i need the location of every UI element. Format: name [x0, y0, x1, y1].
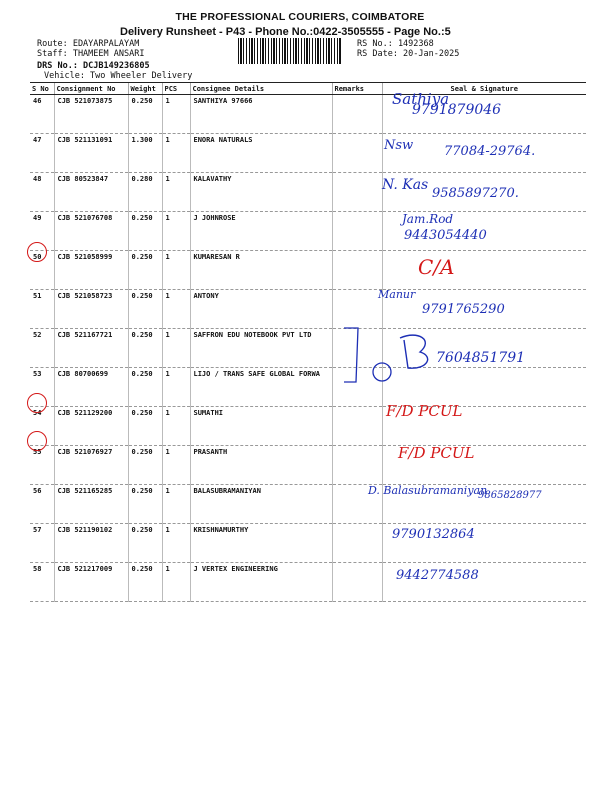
cell-consignee: SAFFRON EDU NOTEBOOK PVT LTD [190, 329, 332, 368]
col-remarks: Remarks [332, 83, 382, 95]
mark-circle-54 [27, 393, 47, 413]
mark-circle-50 [27, 242, 47, 262]
cell-weight: 0.250 [128, 407, 162, 446]
sig-53-phone: 7604851791 [436, 350, 526, 366]
cell-consignee: BALASUBRAMANIYAN [190, 485, 332, 524]
cell-sno: 48 [30, 173, 54, 212]
sig-49-name: Jam.Rod [402, 212, 454, 226]
cell-remarks [332, 446, 382, 485]
cell-consignee: PRASANTH [190, 446, 332, 485]
sig-46-name: Sathiya [392, 90, 450, 108]
cell-sno: 50 [30, 251, 54, 290]
cell-remarks [332, 212, 382, 251]
cell-sno: 55 [30, 446, 54, 485]
cell-pcs: 1 [162, 446, 190, 485]
cell-consignee: LIJO / TRANS SAFE GLOBAL FORWA [190, 368, 332, 407]
cell-weight: 0.250 [128, 524, 162, 563]
cell-consignee: J JOHNROSE [190, 212, 332, 251]
note-50: C/A [418, 255, 455, 279]
cell-pcs: 1 [162, 134, 190, 173]
runsheet-table [30, 82, 586, 602]
table-row [30, 563, 586, 602]
sig-56-name: D. Balasubramaniyan [368, 484, 488, 497]
cell-remarks [332, 524, 382, 563]
table-row [30, 212, 586, 251]
cell-sno: 47 [30, 134, 54, 173]
table-row [30, 368, 586, 407]
cell-weight: 0.250 [128, 212, 162, 251]
cell-remarks [332, 563, 382, 602]
cell-remarks [332, 407, 382, 446]
cell-weight: 0.250 [128, 95, 162, 134]
staff: Staff: THAMEEM ANSARI [37, 49, 145, 59]
table-row [30, 251, 586, 290]
cell-weight: 1.300 [128, 134, 162, 173]
sig-51-phone: 9791765290 [422, 302, 505, 317]
cell-sno: 52 [30, 329, 54, 368]
sig-57-phone: 9790132864 [392, 527, 475, 542]
cell-pcs: 1 [162, 290, 190, 329]
cell-sno: 49 [30, 212, 54, 251]
cell-consignment: CJB 521129200 [54, 407, 128, 446]
cell-consignee: KALAVATHY [190, 173, 332, 212]
col-consignee: Consignee Details [190, 83, 332, 95]
company-name: THE PROFESSIONAL COURIERS, COIMBATORE [175, 11, 425, 23]
cell-sno: 56 [30, 485, 54, 524]
cell-consignee: KRISHNAMURTHY [190, 524, 332, 563]
sig-56-phone: 9865828977 [478, 490, 542, 501]
drs-number: DRS No.: DCJB149236805 [37, 61, 150, 71]
cell-sno: 54 [30, 407, 54, 446]
cell-sno: 58 [30, 563, 54, 602]
cell-weight: 0.250 [128, 251, 162, 290]
cell-remarks [332, 251, 382, 290]
note-55: F/D PCUL [398, 444, 475, 462]
cell-weight: 0.250 [128, 368, 162, 407]
cell-pcs: 1 [162, 524, 190, 563]
cell-remarks [332, 173, 382, 212]
table-row [30, 446, 586, 485]
barcode [238, 38, 342, 64]
cell-consignment: CJB 521190102 [54, 524, 128, 563]
cell-consignee: J VERTEX ENGINEERING [190, 563, 332, 602]
cell-weight: 0.250 [128, 446, 162, 485]
cell-sno: 51 [30, 290, 54, 329]
col-weight: Weight [128, 83, 162, 95]
cell-pcs: 1 [162, 173, 190, 212]
mark-circle-55 [27, 431, 47, 451]
col-consignment: Consignment No [54, 83, 128, 95]
vehicle: Vehicle: Two Wheeler Delivery [44, 71, 193, 81]
cell-sno: 46 [30, 95, 54, 134]
col-signature: Seal & Signature [382, 83, 586, 95]
cell-consignee: SUMATHI [190, 407, 332, 446]
table-row [30, 95, 586, 134]
cell-pcs: 1 [162, 407, 190, 446]
cell-remarks [332, 95, 382, 134]
col-sno: S No [30, 83, 54, 95]
note-54: F/D PCUL [386, 402, 463, 420]
cell-sno: 53 [30, 368, 54, 407]
scribble-52-53 [338, 326, 448, 386]
cell-sno: 57 [30, 524, 54, 563]
cell-pcs: 1 [162, 212, 190, 251]
cell-consignment: CJB 521058999 [54, 251, 128, 290]
cell-consignment: CJB 521167721 [54, 329, 128, 368]
cell-consignee: SANTHIYA 97666 [190, 95, 332, 134]
cell-pcs: 1 [162, 95, 190, 134]
sig-58-phone: 9442774588 [396, 568, 479, 583]
table-row [30, 407, 586, 446]
cell-weight: 0.250 [128, 563, 162, 602]
sig-48-name: N. Kas [382, 177, 429, 193]
route: Route: EDAYARPALAYAM [37, 39, 140, 49]
cell-consignment: CJB 80700699 [54, 368, 128, 407]
sig-51-name: Manur [378, 288, 416, 301]
cell-consignment: CJB 521131091 [54, 134, 128, 173]
col-pcs: PCS [162, 83, 190, 95]
cell-weight: 0.250 [128, 485, 162, 524]
cell-weight: 0.280 [128, 173, 162, 212]
cell-pcs: 1 [162, 563, 190, 602]
rs-date: RS Date: 20-Jan-2025 [357, 49, 460, 59]
cell-pcs: 1 [162, 251, 190, 290]
sig-47-name: Nsw [384, 138, 414, 153]
table-body [30, 95, 586, 602]
cell-pcs: 1 [162, 368, 190, 407]
rs-number: RS No.: 1492368 [357, 39, 434, 49]
cell-consignment: CJB 521076708 [54, 212, 128, 251]
table-row [30, 524, 586, 563]
cell-pcs: 1 [162, 329, 190, 368]
cell-consignment: CJB 521217009 [54, 563, 128, 602]
cell-pcs: 1 [162, 485, 190, 524]
cell-signature [382, 251, 586, 290]
cell-consignment: CJB 80523847 [54, 173, 128, 212]
sig-47-phone: 77084-29764. [444, 144, 536, 159]
cell-consignee: KUMARESAN R [190, 251, 332, 290]
sheet-title: Delivery Runsheet - P43 - Phone No.:0422-3505555 - Page No.:5 [120, 26, 451, 38]
cell-consignment: CJB 521058723 [54, 290, 128, 329]
cell-weight: 0.250 [128, 290, 162, 329]
sig-48-phone: 9585897270. [432, 186, 519, 201]
cell-remarks [332, 290, 382, 329]
cell-consignment: CJB 521073875 [54, 95, 128, 134]
sig-49-phone: 9443054440 [404, 228, 487, 243]
cell-remarks [332, 134, 382, 173]
cell-consignment: CJB 521165285 [54, 485, 128, 524]
sig-46-phone: 9791879046 [412, 102, 502, 118]
table-header [30, 83, 586, 95]
cell-consignee: ENORA NATURALS [190, 134, 332, 173]
cell-consignee: ANTONY [190, 290, 332, 329]
cell-consignment: CJB 521076927 [54, 446, 128, 485]
cell-weight: 0.250 [128, 329, 162, 368]
